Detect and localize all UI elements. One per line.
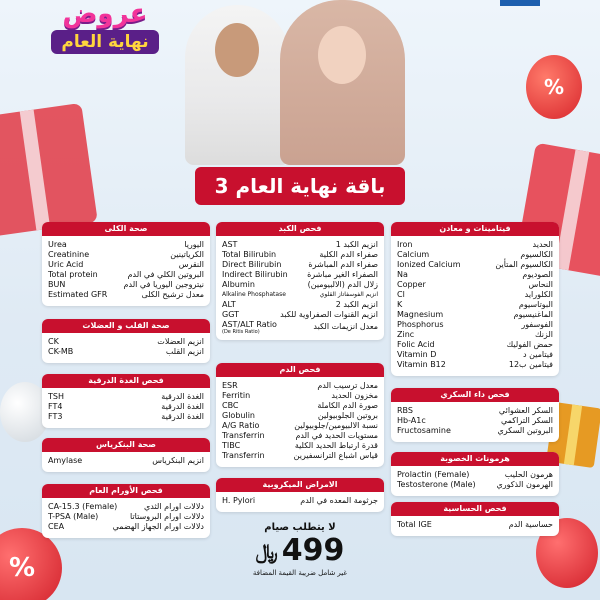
test-name-ar: فيتامين د — [523, 350, 553, 359]
test-name-ar: النقرس — [178, 260, 204, 269]
test-name-en: Creatinine — [48, 250, 90, 259]
test-name-ar: صورة الدم الكاملة — [317, 401, 378, 410]
section-card-vitamins — [391, 222, 559, 376]
test-row — [222, 260, 378, 270]
promo-subtitle: نهاية العام — [51, 30, 158, 54]
test-name-ar: النحاس — [528, 280, 553, 289]
test-name-en: Zinc — [397, 330, 415, 339]
section-title: فحص الدم — [216, 363, 384, 377]
woman-figure — [280, 0, 405, 165]
section-title: صحة الكلى — [42, 222, 210, 236]
test-name-ar: فيتامين ب12 — [508, 360, 553, 369]
gift-box-decoration — [0, 103, 98, 237]
test-name-en: CA-15.3 (Female) — [48, 502, 118, 511]
test-list — [391, 516, 559, 530]
test-name-en: ESR — [222, 381, 238, 390]
test-list — [391, 466, 559, 490]
test-name-ar: الصوديوم — [522, 270, 553, 279]
test-row — [397, 360, 553, 370]
test-name-ar: السكر العشوائي — [498, 406, 553, 415]
vat-note: غير شامل ضريبة القيمة المضافة — [252, 569, 348, 577]
test-name-en: Albumin — [222, 280, 255, 289]
test-name-ar: انزيم القنوات الصفراوية للكبد — [280, 310, 378, 319]
test-name-ar: دلالات اورام الجهاز الهضمي — [112, 522, 204, 531]
test-list — [42, 452, 210, 466]
test-name-ar: بروتين الجلوبيولين — [317, 411, 378, 420]
test-row — [397, 330, 553, 340]
test-name-en: Calcium — [397, 250, 430, 259]
test-row — [48, 512, 204, 522]
test-list — [216, 236, 384, 334]
test-name-ar: البروتين السكري — [497, 426, 553, 435]
test-name-en: Indirect Bilirubin — [222, 270, 288, 279]
test-row — [397, 470, 553, 480]
test-row — [48, 502, 204, 512]
test-list — [42, 236, 210, 300]
test-name-ar: الزنك — [534, 330, 553, 339]
price-row — [250, 535, 350, 567]
test-name-ar: حمض الفوليك — [506, 340, 553, 349]
test-list — [42, 498, 210, 532]
section-title: فحص الحساسية — [391, 502, 559, 516]
test-name-en: Ferritin — [222, 391, 251, 400]
test-name-en: Total protein — [48, 270, 98, 279]
section-card-micro — [216, 478, 384, 512]
test-row — [222, 401, 378, 411]
section-title: فحص الأورام العام — [42, 484, 210, 498]
test-row — [48, 347, 204, 357]
test-name-en: CEA — [48, 522, 65, 531]
test-name-ar: البروتين الكلي في الدم — [127, 270, 204, 279]
section-card-kidney — [42, 222, 210, 306]
test-row — [397, 426, 553, 436]
test-row — [48, 392, 204, 402]
test-name-en: Globulin — [222, 411, 255, 420]
hero-photo — [185, 0, 405, 165]
test-name-ar: دلالات اورام الثدي — [144, 502, 204, 511]
test-name-en: Magnesium — [397, 310, 444, 319]
test-row — [222, 250, 378, 260]
test-row — [222, 451, 378, 461]
test-name-ar: الهرمون الذكوري — [496, 480, 553, 489]
test-row — [222, 270, 378, 280]
test-row — [397, 480, 553, 490]
percent-balloon — [0, 528, 62, 600]
test-name-en: TIBC — [222, 441, 241, 450]
test-name-ar: حساسية الدم — [508, 520, 553, 529]
test-name-ar: انزيم الكبد 2 — [335, 300, 378, 309]
test-row — [48, 260, 204, 270]
test-list — [216, 377, 384, 461]
price-value: 499 — [281, 533, 345, 568]
percent-icon: % — [543, 75, 565, 99]
test-row — [397, 406, 553, 416]
test-name-en: Folic Acid — [397, 340, 435, 349]
section-title: الامراض الميكروبية — [216, 478, 384, 492]
price-block — [250, 522, 350, 577]
promo-logo — [30, 0, 180, 58]
man-figure — [185, 5, 290, 165]
test-name-en: Urea — [48, 240, 67, 249]
test-name-ar: انزيم الكبد 1 — [335, 240, 378, 249]
test-name-en: Amylase — [48, 456, 83, 465]
test-row — [48, 250, 204, 260]
package-title: باقة نهاية العام 3 — [195, 167, 405, 205]
test-row — [397, 350, 553, 360]
test-row — [397, 320, 553, 330]
section-card-diabetes — [391, 388, 559, 442]
test-name-en: Estimated GFR — [48, 290, 108, 299]
test-name-en: Testosterone (Male) — [397, 480, 476, 489]
test-name-ar: انزيم الفوسفاتاز القلوي — [319, 291, 378, 298]
test-name-en: Alkaline Phosphatase — [222, 291, 286, 298]
test-list — [391, 402, 559, 436]
test-name-en: CK — [48, 337, 59, 346]
section-card-pancreas — [42, 438, 210, 472]
test-name-ar: مخزون الحديد — [331, 391, 378, 400]
test-row — [222, 280, 378, 290]
test-list — [42, 388, 210, 422]
test-list — [42, 333, 210, 357]
test-list — [216, 492, 384, 506]
promo-title: عروض — [62, 0, 148, 29]
section-card-liver — [216, 222, 384, 340]
section-title: هرمونات الخصوبة — [391, 452, 559, 466]
test-name-en: Vitamin D — [397, 350, 437, 359]
test-name-en: Phosphorus — [397, 320, 444, 329]
test-name-en: Ionized Calcium — [397, 260, 461, 269]
test-name-en: Direct Bilirubin — [222, 260, 282, 269]
test-name-ar: انزيم البنكرياس — [152, 456, 204, 465]
test-name-ar: الغدة الدرقية — [161, 392, 204, 401]
test-row — [222, 496, 378, 506]
test-name-ar: البوتاسيوم — [518, 300, 553, 309]
test-row — [397, 250, 553, 260]
test-name-en: AST — [222, 240, 238, 249]
test-row — [48, 280, 204, 290]
section-title: صحة البنكرياس — [42, 438, 210, 452]
test-name-ar: الغدة الدرقية — [161, 412, 204, 421]
test-name-ar: اليوريا — [184, 240, 204, 249]
test-name-ar: نيتروجين اليوريا في الدم — [123, 280, 204, 289]
test-row — [48, 402, 204, 412]
test-name-en: GGT — [222, 310, 239, 319]
test-name-en: TSH — [48, 392, 64, 401]
test-subnote: (De Ritis Ratio) — [222, 328, 260, 335]
test-name-ar: الغدة الدرقية — [161, 402, 204, 411]
test-name-ar: الكالسيوم المتأين — [495, 260, 553, 269]
section-card-allergy — [391, 502, 559, 536]
test-row — [397, 240, 553, 250]
test-name-ar: زلال الدم (الالبيومين) — [307, 280, 378, 289]
test-name-ar: السكر التراكمي — [501, 416, 553, 425]
test-name-en: T-PSA (Male) — [48, 512, 99, 521]
section-title: فحص الغدة الدرقية — [42, 374, 210, 388]
test-name-ar: جرثومة المعده في الدم — [300, 496, 378, 505]
test-name-ar: معدل ترشيح الكلى — [141, 290, 204, 299]
test-row — [48, 337, 204, 347]
test-name-en: FT3 — [48, 412, 63, 421]
section-title: فيتامينات و معادن — [391, 222, 559, 236]
test-name-ar: نسبة الالبيومين/جلوبيولين — [294, 421, 378, 430]
test-name-wrap — [222, 320, 277, 335]
test-row — [48, 240, 204, 250]
riyal-icon: ﷼ — [255, 539, 278, 563]
test-row — [397, 300, 553, 310]
test-row — [222, 290, 378, 300]
corner-tab — [500, 0, 540, 6]
test-row — [397, 416, 553, 426]
section-card-blood — [216, 363, 384, 467]
test-name-en: Uric Acid — [48, 260, 84, 269]
test-name-ar: صفراء الدم الكلية — [319, 250, 378, 259]
test-name-ar: دلالات اورام البروستاتا — [130, 512, 204, 521]
test-name-ar: الكلورايد — [524, 290, 553, 299]
test-name-ar: معدل انزيمات الكبد — [313, 322, 378, 331]
test-name-ar: معدل ترسيب الدم — [317, 381, 378, 390]
test-name-ar: هرمون الحليب — [504, 470, 553, 479]
test-list — [391, 236, 559, 370]
test-name-ar: انزيم العضلات — [157, 337, 204, 346]
test-name-en: RBS — [397, 406, 413, 415]
test-name-ar: الحديد — [532, 240, 553, 249]
test-row — [222, 421, 378, 431]
test-row — [222, 300, 378, 310]
test-name-en: A/G Ratio — [222, 421, 260, 430]
test-row — [222, 240, 378, 250]
test-name-en: CK-MB — [48, 347, 74, 356]
test-row — [222, 411, 378, 421]
test-name-en: Fructosamine — [397, 426, 451, 435]
test-row — [222, 391, 378, 401]
test-name-en: Vitamin B12 — [397, 360, 446, 369]
section-card-thyroid — [42, 374, 210, 428]
section-card-heart — [42, 319, 210, 363]
test-name-en: Iron — [397, 240, 413, 249]
section-card-hormones — [391, 452, 559, 496]
test-row — [397, 270, 553, 280]
test-row — [48, 456, 204, 466]
test-name-en: Copper — [397, 280, 426, 289]
percent-balloon — [526, 55, 582, 119]
percent-icon: % — [8, 553, 36, 583]
test-row — [48, 290, 204, 300]
test-name-ar: الفوسفور — [521, 320, 553, 329]
fasting-note: لا يتطلب صيام — [264, 522, 336, 533]
test-name-en: CBC — [222, 401, 239, 410]
section-title: فحص داء السكري — [391, 388, 559, 402]
test-name-ar: الصفراء الغير مباشرة — [307, 270, 378, 279]
test-name-en: K — [397, 300, 403, 309]
test-row — [48, 522, 204, 532]
test-name-en: ALT — [222, 300, 236, 309]
test-name-en: Na — [397, 270, 408, 279]
test-name-en: AST/ALT Ratio — [222, 319, 277, 329]
test-name-ar: مستويات الحديد في الدم — [295, 431, 378, 440]
test-row — [397, 340, 553, 350]
test-row — [222, 431, 378, 441]
test-row — [222, 310, 378, 320]
test-name-ar: الكالسيوم — [520, 250, 553, 259]
test-row — [397, 310, 553, 320]
test-name-en: Total IGE — [397, 520, 432, 529]
test-name-ar: قياس اشباع الترانسفيرين — [293, 451, 378, 460]
test-name-ar: الماغنيسيوم — [513, 310, 553, 319]
test-name-en: Prolactin (Female) — [397, 470, 470, 479]
test-name-en: Transferrin — [222, 431, 265, 440]
test-row — [222, 441, 378, 451]
test-name-ar: الكرياتينين — [170, 250, 204, 259]
test-name-en: H. Pylori — [222, 496, 256, 505]
section-card-tumor — [42, 484, 210, 538]
test-name-ar: قدرة ارتباط الحديد الكلية — [294, 441, 378, 450]
test-name-en: BUN — [48, 280, 66, 289]
test-row — [48, 412, 204, 422]
test-row — [397, 520, 553, 530]
test-row — [222, 381, 378, 391]
section-title: فحص الكبد — [216, 222, 384, 236]
test-name-en: FT4 — [48, 402, 63, 411]
test-row — [397, 260, 553, 270]
test-name-en: Cl — [397, 290, 405, 299]
test-row — [397, 290, 553, 300]
test-name-ar: صفراء الدم المباشرة — [308, 260, 378, 269]
test-name-en: Hb-A1c — [397, 416, 426, 425]
test-row — [48, 270, 204, 280]
test-row — [397, 280, 553, 290]
test-name-ar: انزيم القلب — [165, 347, 204, 356]
test-row — [222, 320, 378, 334]
test-name-en: Transferrin — [222, 451, 265, 460]
section-title: صحة القلب و العضلات — [42, 319, 210, 333]
test-name-en: Total Bilirubin — [222, 250, 277, 259]
